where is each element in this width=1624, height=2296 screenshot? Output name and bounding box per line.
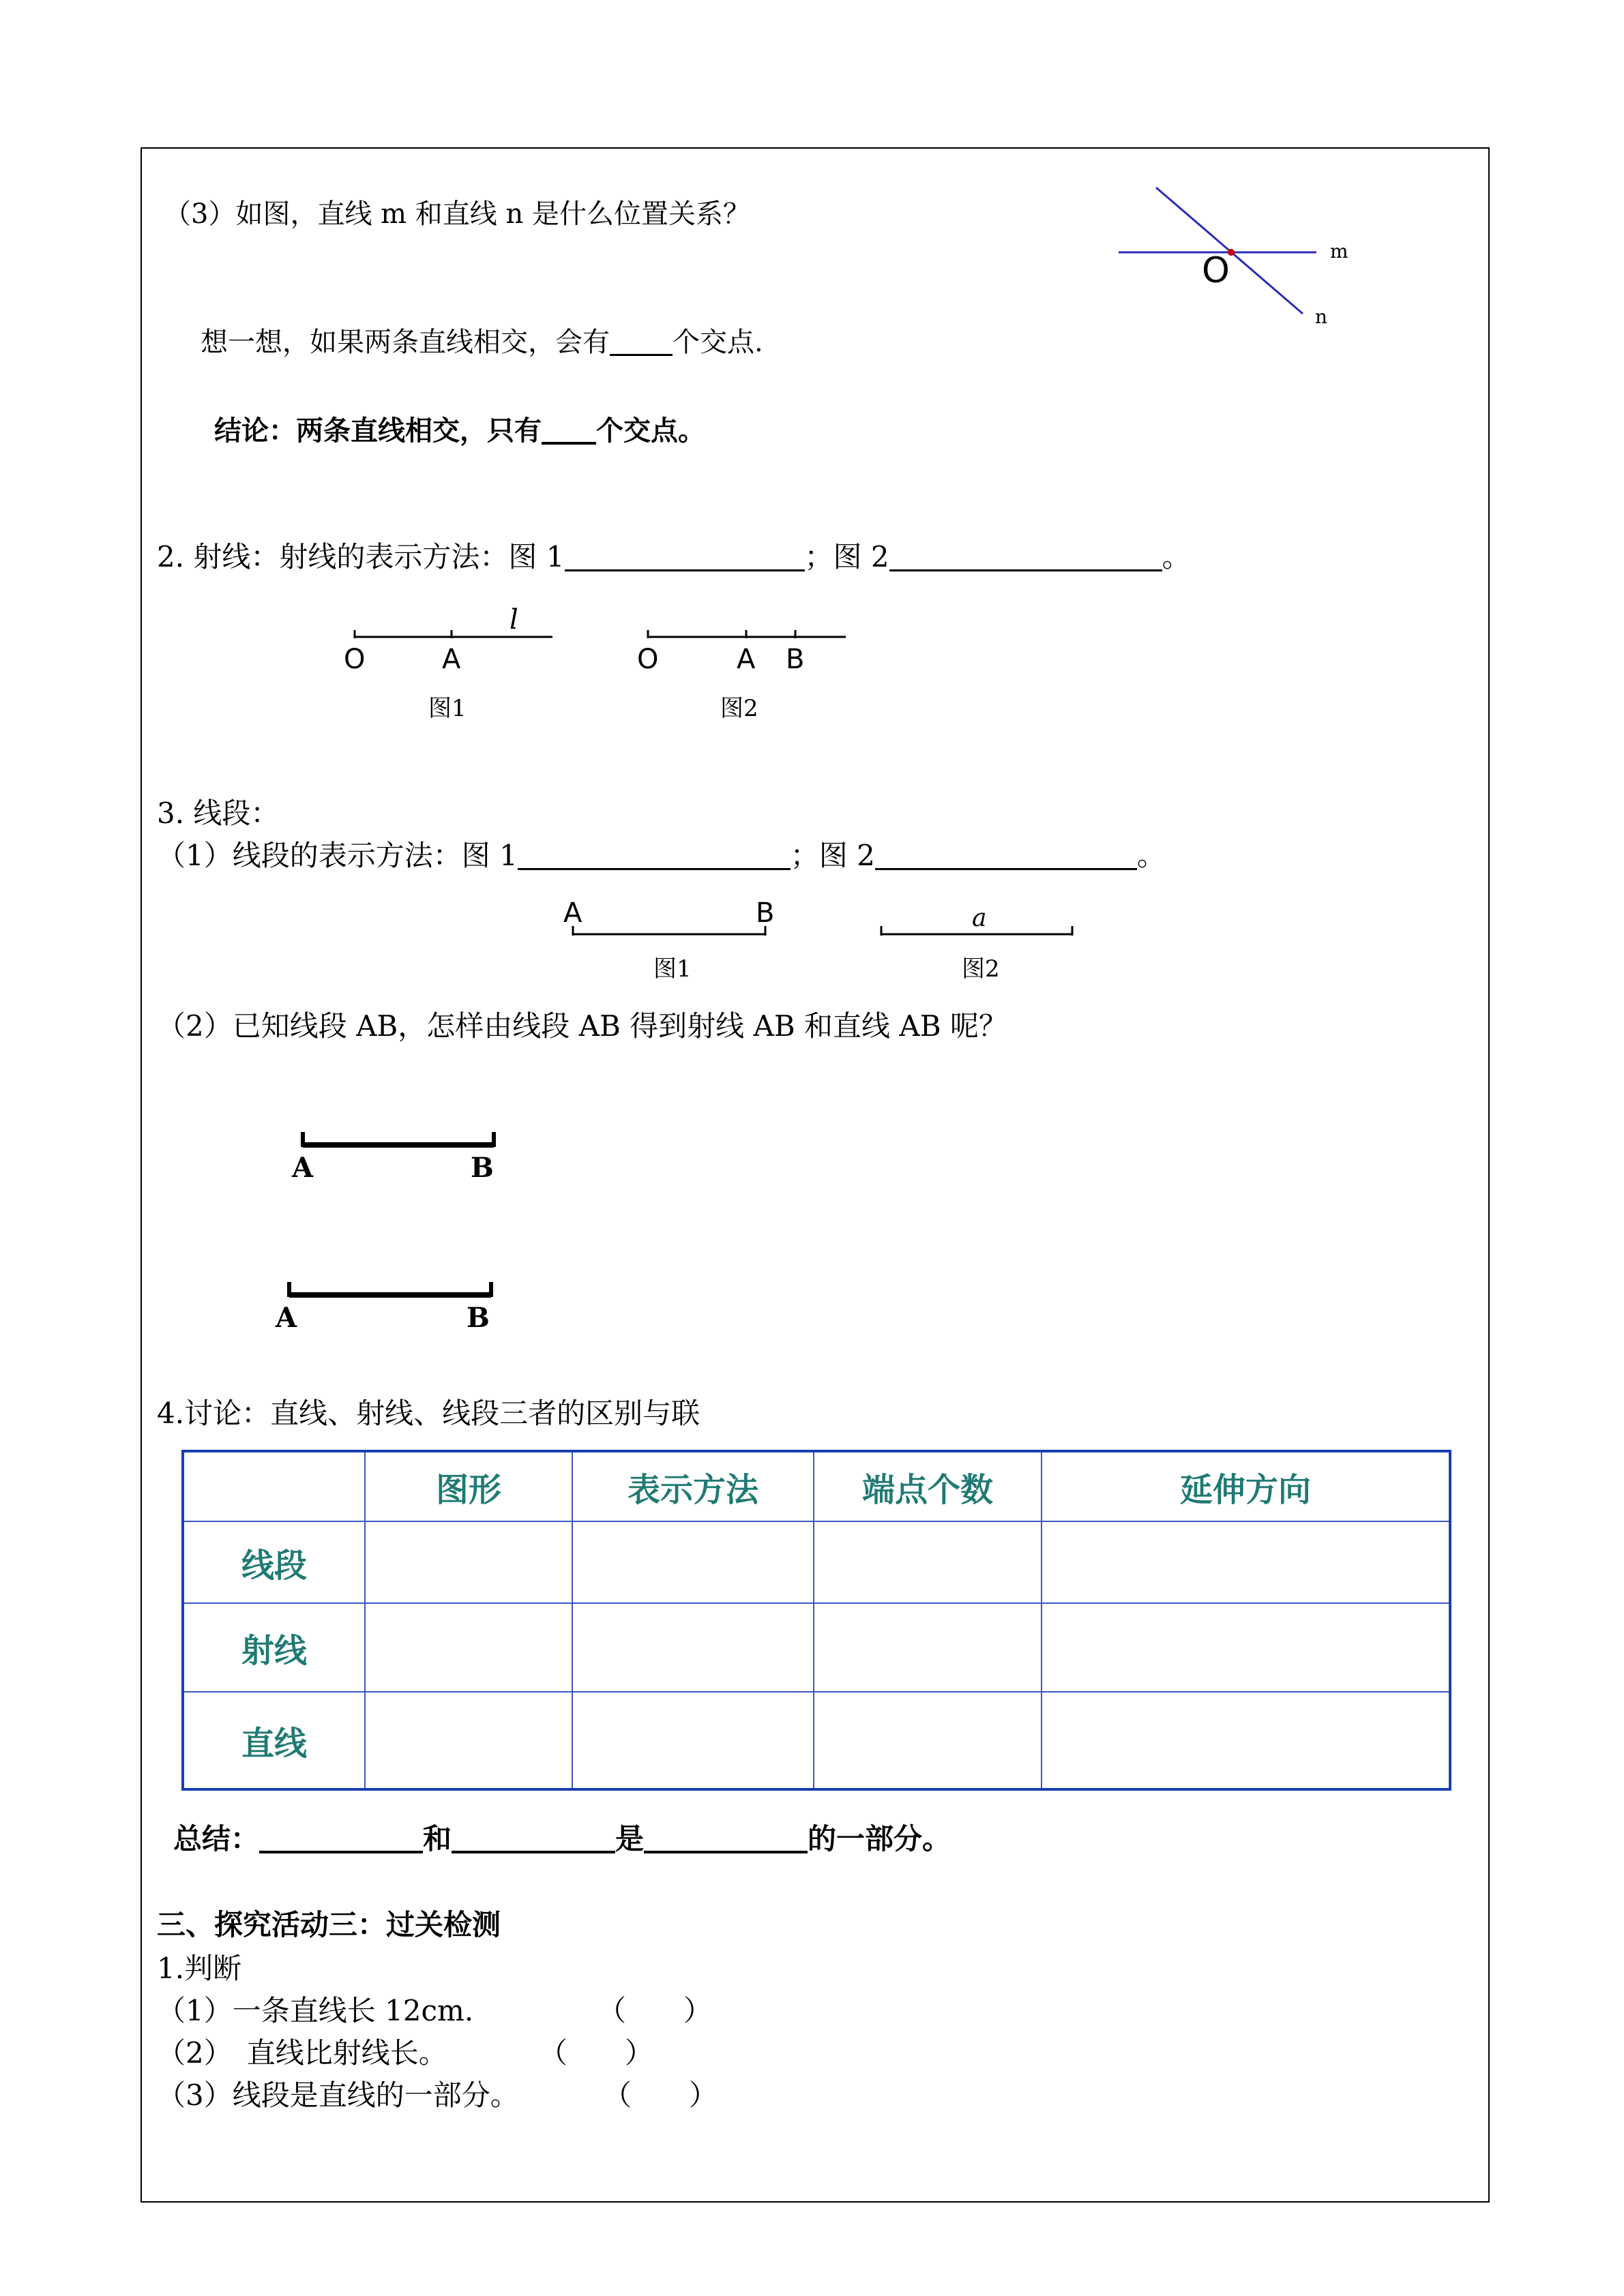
table-row (183, 1521, 1450, 1603)
table-cell[interactable] (814, 1692, 1042, 1789)
segment-repr: （1）线段的表示方法：图 1 ；图 2 。 (157, 839, 1166, 872)
table-header-row (183, 1451, 1450, 1521)
bold-seg1-label-b: B (471, 1152, 494, 1184)
ray2-caption: 图2 (720, 695, 758, 722)
table-cell[interactable] (365, 1603, 572, 1692)
table-cell[interactable] (572, 1521, 814, 1603)
seg2-label-a: a (972, 904, 987, 932)
table-cell[interactable] (365, 1521, 572, 1603)
summary-blank-3[interactable] (644, 1826, 808, 1853)
table-header-endpoints: 端点个数 (814, 1451, 1042, 1521)
table-cell[interactable] (814, 1603, 1042, 1692)
segment-heading: 3. 线段： (157, 796, 280, 830)
segment-q2: （2）已知线段 AB，怎样由线段 AB 得到射线 AB 和直线 AB 呢？ (157, 1009, 1007, 1043)
table-header-notation: 表示方法 (572, 1451, 814, 1521)
ray2-label-o: O (637, 644, 659, 675)
bold-seg2-label-a: A (276, 1302, 297, 1334)
ray1-label-l: l (510, 604, 518, 636)
table-header-figure: 图形 (365, 1451, 572, 1521)
table-header-direction: 延伸方向 (1042, 1451, 1450, 1521)
q3-think: 想一想，如果两条直线相交，会有 个交点. (201, 327, 763, 358)
q3-question: （3）如图，直线 m 和直线 n 是什么位置关系？ (164, 198, 750, 230)
label-n: n (1315, 305, 1328, 328)
row-label-ray: 射线 (183, 1603, 365, 1692)
summary-line: 总结： 和 是 的一部分。 (173, 1822, 951, 1855)
ray1-label-a: A (442, 644, 461, 675)
comparison-table (181, 1450, 1451, 1791)
row-label-segment: 线段 (183, 1521, 365, 1603)
ray1-label-o: O (344, 644, 366, 675)
judge-item-3: （3）线段是直线的一部分。 (157, 2078, 519, 2112)
q3-conclusion: 结论：两条直线相交，只有 个交点。 (214, 415, 705, 447)
row-label-line: 直线 (183, 1692, 365, 1789)
activity3-sub: 1.判断 (157, 1952, 242, 1985)
ray2-label-a: A (737, 644, 756, 675)
table-cell[interactable] (1042, 1692, 1450, 1789)
bold-seg2-label-b: B (467, 1302, 490, 1334)
table-row (183, 1692, 1450, 1789)
judge-item-2: （2） 直线比射线长。 (157, 2036, 447, 2070)
judge-item-1: （1）一条直线长 12cm. (157, 1994, 474, 2027)
table-cell[interactable] (1042, 1521, 1450, 1603)
table-cell[interactable] (572, 1603, 814, 1692)
seg2-caption: 图2 (962, 955, 1000, 983)
summary-blank-2[interactable] (452, 1826, 615, 1853)
activity3-heading: 三、探究活动三：过关检测 (157, 1908, 501, 1941)
seg1-label-a: A (563, 897, 582, 929)
discussion-heading: 4.讨论：直线、射线、线段三者的区别与联 (157, 1397, 700, 1430)
bold-seg1-label-a: A (292, 1152, 314, 1184)
table-row (183, 1603, 1450, 1692)
seg1-label-b: B (756, 897, 775, 929)
ray2-label-b: B (786, 644, 805, 675)
table-cell[interactable] (814, 1521, 1042, 1603)
table-cell[interactable] (572, 1692, 814, 1789)
table-cell[interactable] (365, 1692, 572, 1789)
ray1-caption: 图1 (428, 695, 467, 722)
table-cell[interactable] (1042, 1603, 1450, 1692)
judge-paren-1[interactable]: （ ） (597, 1994, 713, 2027)
summary-blank-1[interactable] (259, 1826, 423, 1853)
label-o: O (1202, 250, 1230, 291)
judge-paren-2[interactable]: （ ） (539, 2036, 654, 2070)
seg1-caption: 图1 (653, 955, 692, 983)
judge-paren-3[interactable]: （ ） (603, 2078, 718, 2112)
ray-repr: 2. 射线：射线的表示方法：图 1 ；图 2 。 (157, 540, 1191, 573)
label-m: m (1330, 240, 1348, 263)
table-header-corner (183, 1451, 365, 1521)
